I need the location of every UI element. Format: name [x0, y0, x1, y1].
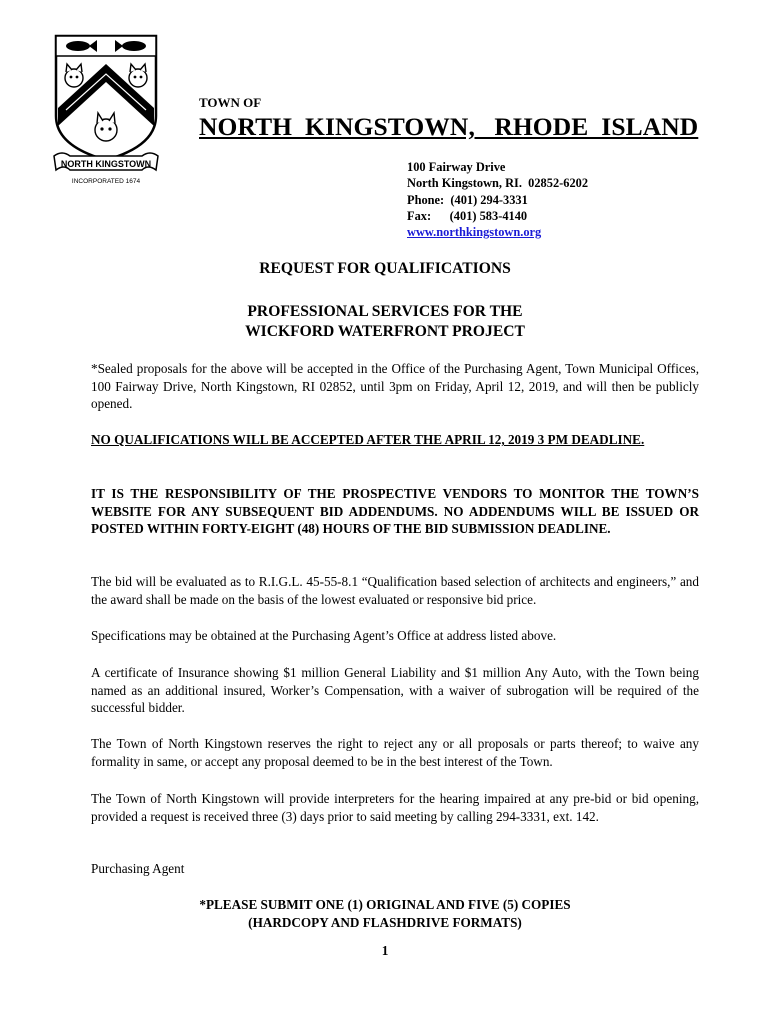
evaluation-paragraph: The bid will be evaluated as to R.I.G.L. 45-55-8.1 “Qualification based selection of architects and engineers,” and the award shall be made on the basis of the lowest evaluated or responsive bid price. [91, 574, 699, 607]
seal-banner-text: NORTH KINGSTOWN [60, 159, 152, 169]
seal-incorporated-text: INCORPORATED 1674 [71, 178, 141, 185]
signature-line: Purchasing Agent [91, 861, 185, 876]
interpreters-paragraph: The Town of North Kingstown will provide interpreters for the hearing impaired at any pre-bid or bid opening, provided a request is received three (3) days prior to said meeting by calling 294-3331, ext. 142. [91, 791, 699, 824]
address-line-city: North Kingstown, RI. 02852-6202 [407, 176, 589, 191]
address-line-fax: Fax: (401) 583-4140 [407, 208, 528, 223]
rights-paragraph: The Town of North Kingstown reserves the right to reject any or all proposals or parts thereof; to waive any formality in same, or accept any proposal deemed to be in the best interest of the Town. [91, 736, 699, 769]
specifications-paragraph: Specifications may be obtained at the Purchasing Agent’s Office at address listed above. [91, 628, 557, 643]
town-seal-logo [52, 34, 160, 186]
addendum-notice: IT IS THE RESPONSIBILITY OF THE PROSPECTIVE VENDORS TO MONITOR THE TOWN’S WEBSITE FOR ANY SUBSEQUENT BID ADDENDUMS. NO ADDENDUMS WILL BE ISSUED OR POSTED WITHIN FORTY-EIGHT (48) HOURS OF THE BID SUBMISSION DEADLINE. [91, 486, 699, 536]
project-title-line: WICKFORD WATERFRONT PROJECT [245, 323, 525, 340]
rfq-heading: REQUEST FOR QUALIFICATIONS [259, 260, 511, 277]
submission-line: *PLEASE SUBMIT ONE (1) ORIGINAL AND FIVE (5) COPIES [199, 897, 571, 912]
website-link[interactable]: www.northkingstown.org [407, 225, 542, 240]
town-name-heading: NORTH KINGSTOWN, RHODE ISLAND [199, 112, 699, 141]
submission-instructions [0, 896, 770, 932]
proposal-paragraph: *Sealed proposals for the above will be accepted in the Office of the Purchasing Agent, Town Municipal Offices, 100 Fairway Drive, North Kingstown, RI 02852, until 3pm on Friday, April 12, 2019, and will then be publicly opened. [91, 361, 699, 411]
address-line-street: 100 Fairway Drive [407, 160, 506, 174]
town-of-label: TOWN OF [199, 95, 262, 110]
submission-line: (HARDCOPY AND FLASHDRIVE FORMATS) [248, 915, 522, 930]
insurance-paragraph: A certificate of Insurance showing $1 million General Liability and $1 million Any Auto, with the Town being named as an additional insured, Worker’s Compensation, with a waiver of subrogation will be required of the successful bidder. [91, 665, 699, 715]
project-title [0, 302, 770, 342]
address-line-phone: Phone: (401) 294-3331 [407, 192, 528, 207]
page-number: 1 [381, 943, 389, 958]
project-title-line: PROFESSIONAL SERVICES FOR THE [247, 303, 523, 320]
address-block [407, 159, 588, 240]
deadline-notice: NO QUALIFICATIONS WILL BE ACCEPTED AFTER THE APRIL 12, 2019 3 PM DEADLINE. [91, 432, 645, 447]
